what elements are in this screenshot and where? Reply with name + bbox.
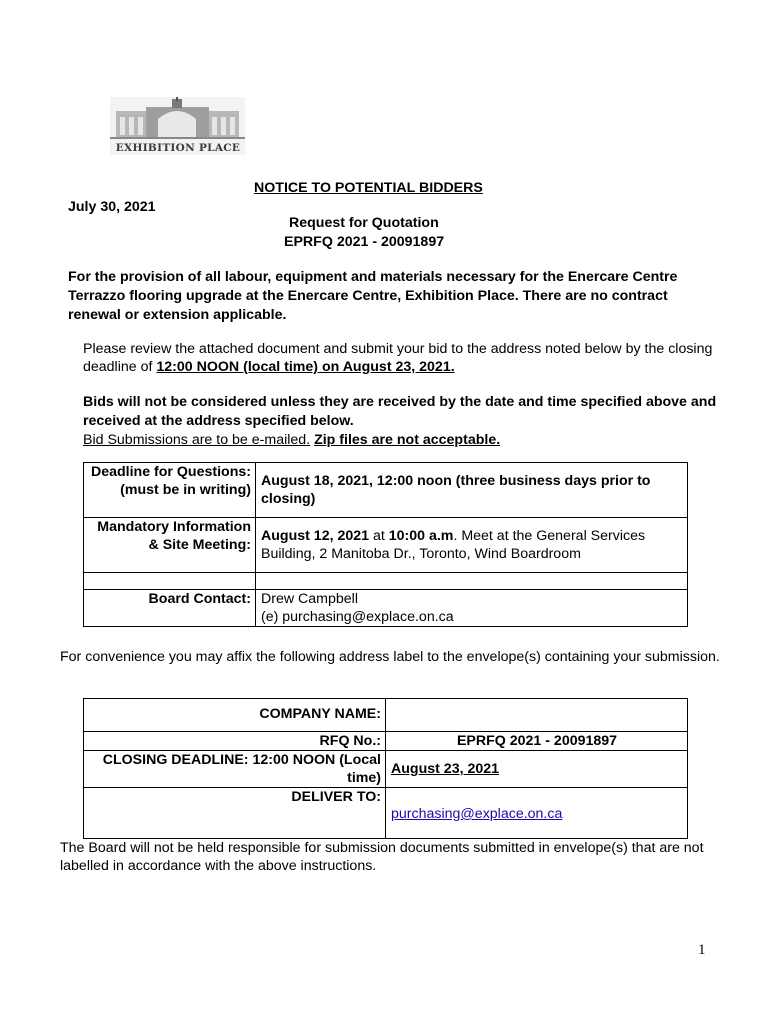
deliver-label: DELIVER TO: xyxy=(84,788,386,839)
company-name-value xyxy=(386,699,688,732)
meeting-details: . Meet at the General Services Building, 2 Manitoba Dr., Toronto, Wind Boardroom xyxy=(261,528,646,562)
notice-title: NOTICE TO POTENTIAL BIDDERS xyxy=(254,180,483,196)
bids-warning: Bids will not be considered unless they are received by the date and time specified above and received at the address specified below. xyxy=(83,394,717,429)
rfq-number: EPRFQ 2021 - 20091897 xyxy=(284,234,445,250)
provision-paragraph: For the provision of all labour, equipment and materials necessary for the Enercare Centre Terrazzo flooring upgrade at the Enercare Centre, Exhibition Place. There are no contract renewal or extension applicable. xyxy=(68,269,678,323)
key-dates-table xyxy=(83,462,688,627)
questions-label: Deadline for Questions: (must be in writing) xyxy=(84,463,256,518)
empty-cell xyxy=(256,573,688,590)
closing-deadline: 12:00 NOON (local time) on August 23, 2021. xyxy=(156,359,455,375)
closing-label: CLOSING DEADLINE: 12:00 NOON (Local time) xyxy=(84,751,386,788)
rfq-label: RFQ No.: xyxy=(84,732,386,751)
table-row xyxy=(84,732,688,751)
company-name-label: COMPANY NAME: xyxy=(84,699,386,732)
meeting-at: at xyxy=(369,528,389,544)
deliver-email-link[interactable]: purchasing@explace.on.ca xyxy=(391,806,563,822)
meeting-time: 10:00 a.m xyxy=(388,528,454,544)
table-row xyxy=(84,463,688,518)
meeting-date: August 12, 2021 xyxy=(261,528,370,544)
table-row xyxy=(84,518,688,573)
logo-text: EXHIBITION PLACE xyxy=(115,142,241,154)
questions-value: August 18, 2021, 12:00 noon (three business days prior to closing) xyxy=(256,463,688,518)
table-row xyxy=(84,751,688,788)
review-text: Please review the attached document and submit your bid to the address noted below by the closing deadline of xyxy=(83,341,713,375)
contact-email: (e) purchasing@explace.on.ca xyxy=(261,609,454,625)
rfq-subtitle: Request for Quotation xyxy=(289,215,439,231)
empty-cell xyxy=(84,573,256,590)
meeting-label: Mandatory Information & Site Meeting: xyxy=(84,518,256,573)
table-row xyxy=(84,573,688,590)
table-row xyxy=(84,699,688,732)
rfq-value: EPRFQ 2021 - 20091897 xyxy=(386,732,688,751)
notice-date: July 30, 2021 xyxy=(68,199,156,215)
contact-value xyxy=(256,590,688,627)
bids-paragraph xyxy=(83,393,718,450)
contact-label: Board Contact: xyxy=(84,590,256,627)
meeting-value xyxy=(256,518,688,573)
convenience-paragraph: For convenience you may affix the following address label to the envelope(s) containing your submission. xyxy=(60,649,720,665)
closing-value: August 23, 2021 xyxy=(386,751,688,788)
page-number: 1 xyxy=(698,942,706,958)
zip-warning: Zip files are not acceptable. xyxy=(314,432,501,448)
disclaimer-paragraph: The Board will not be held responsible for submission documents submitted in envelope(s) that are not labelled in accordance with the above instructions. xyxy=(60,840,704,874)
contact-name: Drew Campbell xyxy=(261,591,358,607)
email-instruction: Bid Submissions are to be e-mailed. xyxy=(83,432,311,448)
address-label-table xyxy=(83,698,688,839)
deliver-value xyxy=(386,788,688,839)
review-paragraph xyxy=(83,340,718,376)
table-row xyxy=(84,590,688,627)
table-row xyxy=(84,788,688,839)
